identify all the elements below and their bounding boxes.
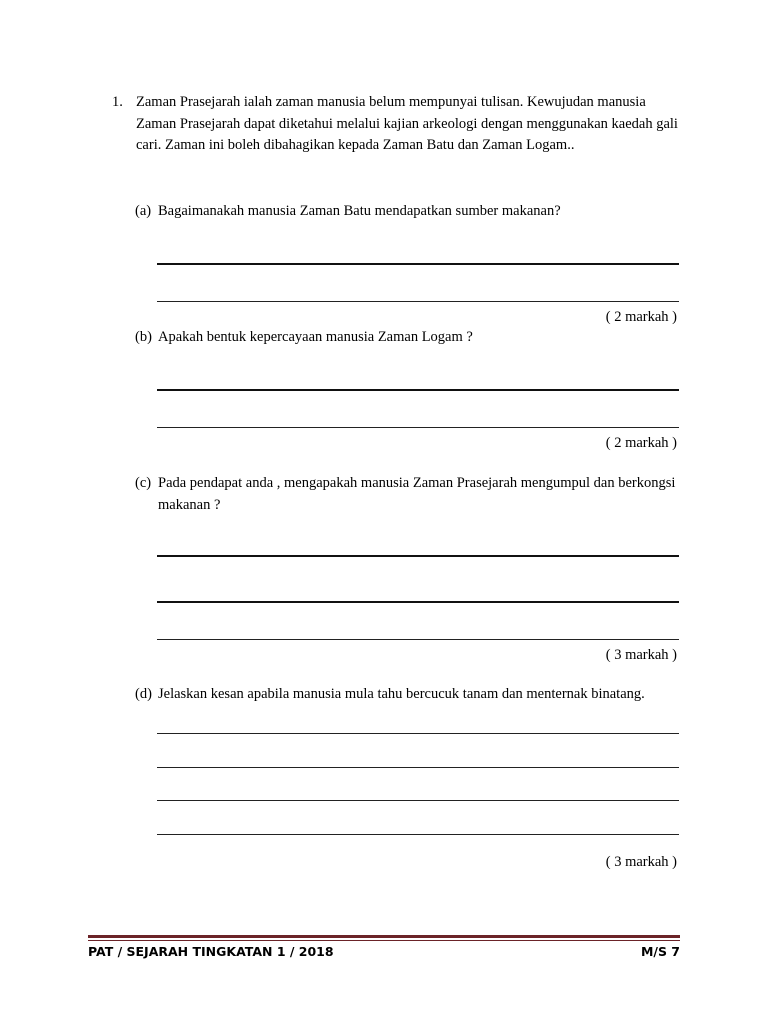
part-b-letter: (b) [135, 329, 152, 345]
part-d-letter: (d) [135, 686, 152, 702]
footer-rule-thin [88, 940, 680, 941]
answer-line-a2[interactable] [157, 301, 679, 302]
part-c-letter: (c) [135, 475, 152, 491]
answer-line-d4[interactable] [157, 834, 679, 835]
part-a-question: Bagaimanakah manusia Zaman Batu mendapatkan sumber makanan? [158, 203, 561, 219]
page-number: M/S 7 [640, 944, 680, 959]
part-a-letter: (a) [135, 203, 152, 219]
question-1 [112, 92, 682, 157]
question-stem: Zaman Prasejarah ialah zaman manusia belum mempunyai tulisan. Kewujudan manusia Zaman Prasejarah dapat diketahui melalui kajian arkeologi dengan menggunakan kaedah gali cari. Zaman ini boleh dibahagikan kepada Zaman Batu dan Zaman Logam.. [136, 94, 678, 153]
part-d-question: Jelaskan kesan apabila manusia mula tahu bercucuk tanam dan menternak binatang. [158, 686, 645, 702]
answer-line-c2[interactable] [157, 601, 679, 603]
question-number: 1. [112, 94, 123, 110]
answer-line-c3[interactable] [157, 639, 679, 640]
answer-line-a1[interactable] [157, 263, 679, 265]
part-c-question: Pada pendapat anda , mengapakah manusia Zaman Prasejarah mengumpul dan berkongsi makanan ? [158, 475, 676, 513]
part-a [135, 201, 683, 223]
part-d [135, 684, 683, 706]
part-c [135, 473, 683, 516]
footer-rule [88, 935, 680, 938]
answer-line-d2[interactable] [157, 767, 679, 768]
part-b-question: Apakah bentuk kepercayaan manusia Zaman Logam ? [158, 329, 473, 345]
part-b-marks: ( 2 markah ) [605, 435, 677, 451]
part-c-marks: ( 3 markah ) [605, 647, 677, 663]
answer-line-c1[interactable] [157, 555, 679, 557]
part-b [135, 327, 683, 349]
answer-line-b2[interactable] [157, 427, 679, 428]
part-d-marks: ( 3 markah ) [605, 854, 677, 870]
answer-line-d3[interactable] [157, 800, 679, 801]
answer-line-b1[interactable] [157, 389, 679, 391]
footer-title: PAT / SEJARAH TINGKATAN 1 / 2018 [88, 944, 334, 959]
part-a-marks: ( 2 markah ) [605, 309, 677, 325]
answer-line-d1[interactable] [157, 733, 679, 734]
